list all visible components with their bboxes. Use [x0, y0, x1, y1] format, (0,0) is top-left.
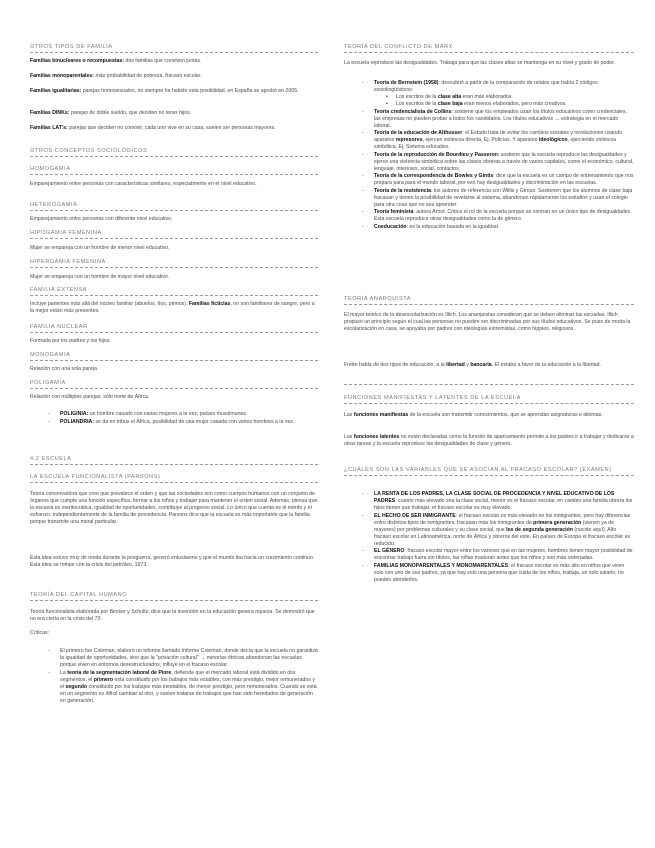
poligamia-text: Relación con múltiples parejas, sólo norte de África.: [30, 394, 150, 400]
anarquista-text-1: El mayor teórico de la desescolarización es Illich. Los anarquistas consideran que se deben eliminar las escuelas. Illich propuso un principio según el cual las personas no pueden ser discriminadas por sus títulos educativos. Se puso de moda la escolarización en casa, se apoyaba por padres con ideologías extremistas, como hippies, religiosos.: [344, 312, 631, 332]
list-item: - Teoría feminista: autora Arnot. Critica el rol de la escuela porque se centran en un único tipo de desigualdades. Esta escuela reproduce otras desigualdades como la de género.: [344, 209, 634, 223]
hipogamia-text: Mujer se empareja con un hombre de menor nivel educativo.: [30, 245, 170, 251]
list-item: - Teoría de la educación de Althusser: el Estado trata de evitar los cambios sociales y revoluciones usando aparatos represores, ejercen violencia directa, Ej. Policías. Y aparatos ideológicos, ejerciendo violencia simbólica, Ej. Sistema educativo.: [344, 130, 634, 151]
familias-igualitarias: Familias igualitarias: parejas homosexuales, no siempre ha habido esta posibilidad, en España se aprobó en 2005.: [30, 88, 299, 94]
funcionalista-text-2: Esta idea estuvo muy de moda durante la posguerra, generó entusiasmo y que el mundo iba hacia un crecimiento continuo. Esta idea se rompe con la crisis del petróleo, 1973.: [30, 555, 315, 568]
list-item: - La teoría de la segmentación laboral de Piore, defiende que el mercado laboral está dividido en dos segmentos, el primero está constituido por los trabajos más estables, con más prestigio, mejor remunerados y el segundo constituido por los trabajos más inestables, de menor prestigio, peor remunerados. Cuando se está en un segmento es difícil cambiar al otro, y suelen tratarse de trabajos que han sido heredados de generación en generación.: [30, 670, 318, 705]
heading-monogamia: MONOGAMIA: [30, 352, 318, 361]
list-item: - EL HECHO DE SER INMIGRANTE: el fracaso escolar es más elevado en los inmigrantes, pero hay diferencias entre distintos tipos de inmigrantes, fracasan más los inmigrantes de primera generación (vienen ya de mayores) por problemas culturales y su clase social, que los de segunda generación (nacido aquí). Alto fracaso escolar en Latinoamérica, norte de África y obreros del este. En países de Europa el fracaso escolar es reducido.: [344, 513, 634, 548]
heading-poligamia: POLIGAMIA: [30, 380, 318, 389]
heading-teoria-anarquista: TEORÍA ANARQUISTA: [344, 296, 634, 305]
heading-capital-humano: TEORÍA DEL CAPITAL HUMANO: [30, 592, 318, 601]
divider: [344, 384, 634, 385]
list-item: - Teoría de la correspondencia de Bowles y Gintis: dice que la escuela es un campo de entrenamiento que nos prepara para para el mundo laboral, por eso hay desigualdades y discriminación en las escuelas.: [344, 173, 634, 187]
heterogamia-text: Emparejamiento entre personas con diferente nivel educativo.: [30, 216, 173, 222]
heading-hipogamia: HIPOGAMIA FEMENINA: [30, 230, 318, 239]
familia-nuclear-text: Formada por los padres y los hijos.: [30, 338, 111, 344]
list-item: - Teoría de la resistencia: los autores de referencia son Willis y Giroux. Sostienen que los alumnos de clase baja fracasan y tienen la posibilidad de revelarse al sistema, abandonan rápidamente los estudios y usan el colegio para otra cosa que no sea aprender.: [344, 188, 634, 209]
poligamia-list: [30, 411, 318, 426]
familia-extensa-text: Incluye parientes más allá del núcleo familiar (abuelos, tíos, primos). Familias ficticias, no son familiares de sangre, pero a la mejor están más presentes.: [30, 301, 315, 314]
heading-otros-conceptos: OTROS CONCEPTOS SOCIOLÓGICOS: [30, 148, 318, 157]
heading-familia-nuclear: FAMILIA NUCLEAR: [30, 324, 318, 333]
hipergamia-text: Mujer se empareja con un hombre de mayor nivel educativo.: [30, 274, 170, 280]
heading-otros-tipos-familia: OTROS TIPOS DE FAMILIA: [30, 44, 318, 53]
criticas-list: [30, 648, 318, 705]
list-item: - EL GÉNERO: fracaso escolar mayor entre los varones que en las mujeres, hombres tienen mayor posibilidad de encontrar trabajo fuera sin títulos, las niñas maduran antes que los niños y son más ordenadas.: [344, 548, 634, 562]
familias-dinks: Familias DINKs: parejas de doble sueldo, que deciden no tener hijos.: [30, 110, 192, 116]
heading-homogamia: HOMOGAMIA: [30, 166, 318, 175]
familias-lats: Familias LAT's: parejas que deciden no convivir, cada uno vive en su casa, suelen ser personas mayores.: [30, 125, 276, 131]
heading-funciones-escuela: FUNCIONES MANIFIESTAS Y LATENTES DE LA ESCUELA: [344, 395, 634, 404]
anarquista-text-2: Freire habla de dos tipos de educación, a la libertad y bancaria. El estaba a favor de la educación a la libertad.: [344, 362, 601, 368]
heading-familia-extensa: FAMILIA EXTENSA: [30, 287, 318, 296]
funciones-manifiestas-text: Las funciones manifiestas de la escuela son transmitir conocimientos, que se aprendan asignaturas e idiomas.: [344, 412, 603, 418]
heading-heterogamia: HETEROGAMIA: [30, 202, 318, 211]
variables-fracaso-list: [344, 491, 634, 584]
conflicto-text: La escuela reproduce las desigualdades. Trabaja para que las clases altas se mantenga en su nivel y grado de poder.: [344, 60, 616, 66]
list-item: - Teoría de la reproducción de Bourdieu y Passeron: sostiene que la escuela reproduce las desigualdades y ejerce una violencia simbólica sobre las clases obreras a través de varios capitales, como el económico, cultural, lenguaje, intereses, social, contactos.: [344, 152, 634, 173]
monogamia-text: Relación con una sola pareja.: [30, 366, 99, 372]
familias-monoparentales: Familias monoparentales: más probabilidad de pobreza, fracaso escolar.: [30, 73, 202, 79]
capital-humano-text: Teoría funcionalista elaborada por Becker y Schultz, dice que la inversión en la educación genera riqueza. Se demostró que no era cierta en la crisis del 73.: [30, 609, 315, 622]
list-item: - Teoría credencialista de Collins: sostiene que los empleados usan los títulos educativos como credenciales, las empresas no pueden probar a todos los candidatos. Los títulos educativos → estrategia en el mercado laboral.: [344, 109, 634, 130]
funcionalista-text-1: Teoría conservadora que cree que prevalece el orden y que las sociedades son como cuerpos humanos con un conjunto de órganos que cumple una función específica, formar a los niños y trabajar para mantener el orden social. Además, piensa que la escuela es meritocrática, igualdad de oportunidades, contribuye al progreso social. Lo único que cuenta es el mérito y el esfuerzo, independientemente de la familia de procedencia. Parsons dice que la escuela es más importante que la familia porque transmite una moral particular.: [30, 491, 318, 525]
familias-binucleares: Familias binucleares o recompuestas: dos familias que conviven juntas.: [30, 58, 202, 64]
heading-hipergamia: HIPERGAMIA FEMENINA: [30, 259, 318, 268]
heading-escuela: 4.2 ESCUELA: [30, 456, 318, 465]
heading-teoria-conflicto: TEORÍA DEL CONFLICTO DE MARX: [344, 44, 634, 53]
list-item: - Coeducación: es la educación basada en la igualdad.: [344, 224, 634, 231]
list-item: - Teoría de Bernstein (1958): descubrió a partir de la comparación de relatos que había 2 códigos sociolingüísticos: • Los escritos de la clase alta eran más elaborados. • Los escritos de la clase baja eran menos elaborados, pero más creativos.: [344, 80, 634, 108]
funciones-latentes-text: Las funciones latentes no están declaradas como la función de aparcamiento permite a los padres ir a trabajar y dedicarse a otras tareas y la escuela reproduce las desigualdades de clase y género.: [344, 434, 634, 447]
list-item: - POLIANDRIA: se da en tribus el África, posibilidad de una mujer casada con varios hombres a la vez.: [30, 419, 318, 426]
list-item: - El primero fue Coleman, elaboró un informe llamado Informe Coleman, donde decía que la escuela no garantiza la igualdad de oportunidades, sino que la "privación cultural" → minorías étnicas abandonan las escuelas porque viven en entornos desestructurados, influye en el fracaso escolar.: [30, 648, 318, 669]
homogamia-text: Emparejamiento entre personas con características similares, especialmente en el nivel educativo.: [30, 181, 257, 187]
heading-variables-fracaso: ¿CUÁLES SON LAS VARIABLES QUE SE ASOCIAN AL FRACASO ESCOLAR? (EXAMEN): [344, 467, 634, 476]
list-item: - LA RENTA DE LOS PADRES, LA CLASE SOCIAL DE PROCEDENCIA Y NIVEL EDUCATIVO DE LOS PADRES: cuanto más elevado sea la clase social, menor es el fracaso escolar, en cambio una familia obrera los hijos tienen que trabajar, el fracaso escolar es muy elevado.: [344, 491, 634, 512]
list-item: - FAMILIAS MONOPARENTALES Y MONOMARENTALES: el fracaso escolar es más alto en niños que viven solo con uno de sus padres, ya que hay solo una persona que cuida de los niños, trabaja, un solo salario, no pueden atenderlos.: [344, 563, 634, 584]
criticas-label: Críticas:: [30, 630, 50, 636]
list-item: - POLIGINIA: un hombre casado con varias mujeres a la vez, países musulmanes.: [30, 411, 318, 418]
bernstein-sublist: [374, 94, 634, 108]
teorias-conflicto-list: [344, 80, 634, 231]
list-item: • Los escritos de la clase alta eran más elaborados.: [374, 94, 634, 101]
heading-escuela-funcionalista: LA ESCUELA FUNCIONALISTA (PARSONS): [30, 474, 318, 483]
list-item: • Los escritos de la clase baja eran menos elaborados, pero más creativos.: [374, 101, 634, 108]
